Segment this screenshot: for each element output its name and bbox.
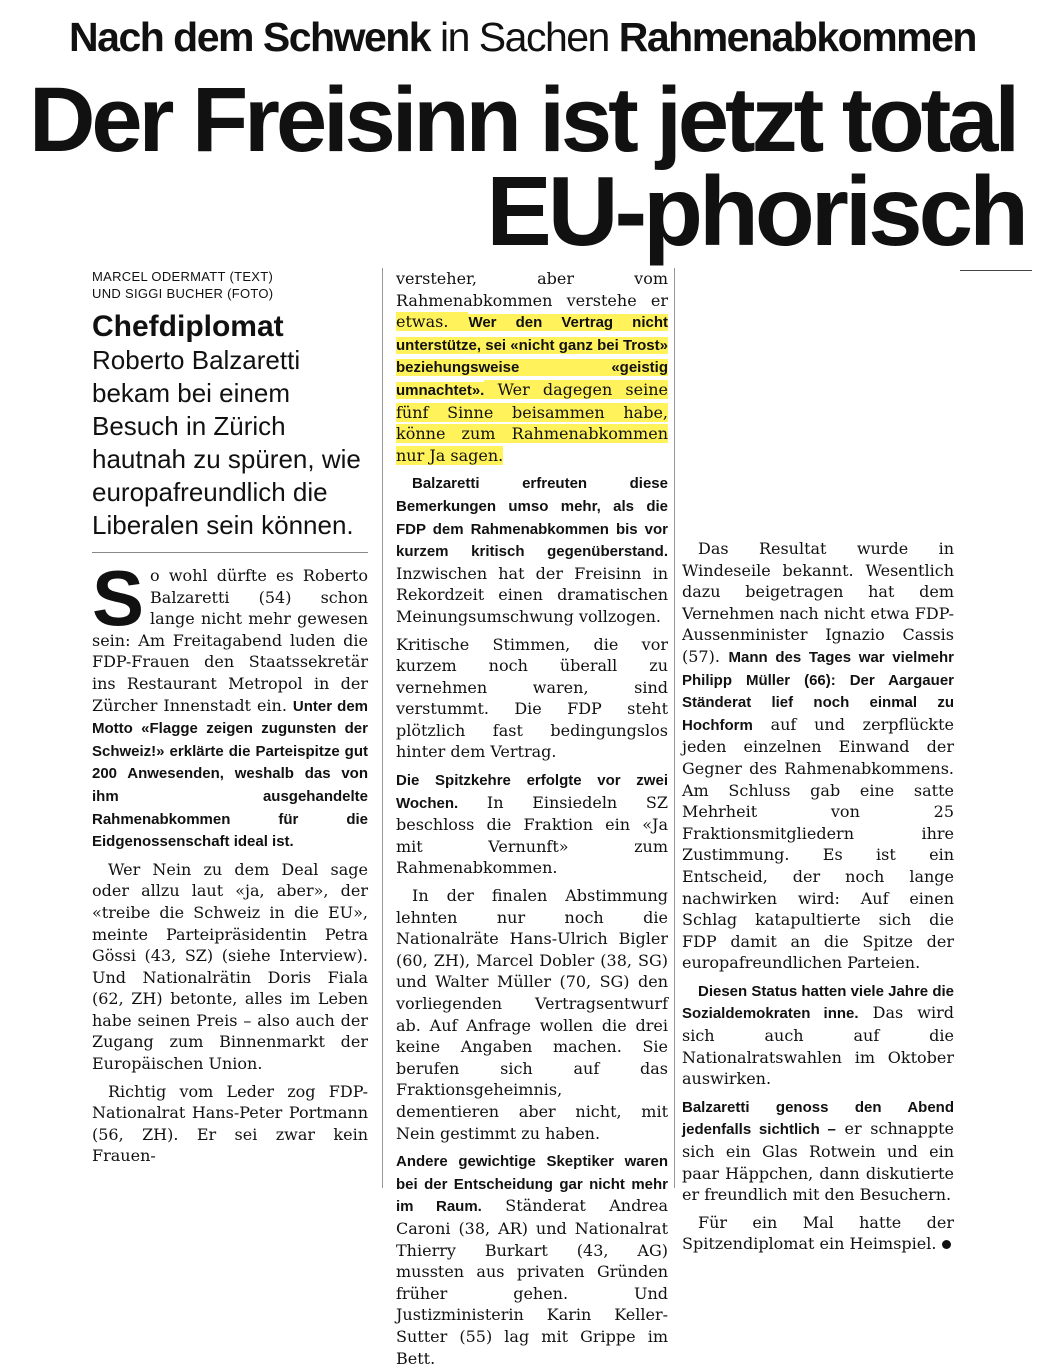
end-mark-icon	[942, 1240, 951, 1249]
highlight-quote: Wer den Vertrag nicht unterstütze, sei «nicht ganz bei Trost» beziehungsweise «geistig umnachtet».	[396, 314, 669, 399]
paragraph-7	[396, 769, 668, 879]
paragraph-5	[396, 472, 668, 627]
top-rule	[960, 270, 1032, 271]
kicker-part2: in Sachen	[430, 14, 619, 60]
paragraph-12-bold: Balzaretti genoss den Abend jedenfalls sichtlich –	[682, 1098, 954, 1139]
lead-heading: Chefdiplomat	[92, 310, 284, 343]
paragraph-1-bold: Unter dem Motto «Flagge zeigen zugunsten der Schweiz!» erklärte die Parteispitze gut 200 Anwesenden, weshalb das von ihm ausgehandelte Rahmenabkommen für die Eidgenossenschaft ideal ist.	[92, 697, 368, 851]
paragraph-10-bold: Mann des Tages war vielmehr Philipp Müller (66): Der Aargauer Ständerat lief noch einmal zu Hochform	[682, 648, 955, 734]
paragraph-2: Wer Nein zu dem Deal sage oder allzu laut «ja, aber», der «treibe die Schweiz in die EU», meinte Parteipräsidentin Petra Gössi (43, SZ) (siehe Interview). Und Nationalrätin Doris Fiala (62, ZH) betonte, alles im Leben habe seinen Preis – also auch der Zugang zum Binnenmarkt der Europäischen Union.	[92, 859, 368, 1074]
byline-line1: MARCEL ODERMATT (TEXT)	[92, 269, 274, 284]
paragraph-7-bold: Die Spitzkehre erfolgte vor zwei Wochen.	[396, 772, 668, 812]
column-divider-2	[674, 268, 675, 1188]
paragraph-12	[682, 1096, 954, 1206]
paragraph-10-text: Das Resultat wurde in Windeseile bekannt. Wesentlich dazu beigetragen hat dem Vernehmen nach nicht etwa FDP-Aussenminister Ignazio Cassis (57).	[682, 539, 954, 666]
lead-divider	[92, 552, 368, 553]
paragraph-7-text: In Einsiedeln SZ beschloss die Fraktion ein «Ja mit Vernunft» zum Rahmenabkommen.	[396, 792, 668, 878]
kicker-part3: Rahmenabkommen	[618, 14, 976, 60]
drop-cap: S	[92, 554, 145, 642]
paragraph-4	[396, 268, 668, 466]
paragraph-3: Richtig vom Leder zog FDP-Nationalrat Hans-Peter Portmann (56, ZH). Er sei zwar kein Frauen-	[92, 1081, 368, 1166]
paragraph-9-text: Ständerat Andrea Caroni (38, AR) und Nationalrat Thierry Burkart (43, AG) mussten aus privaten Gründen früher gehen. Und Justizministerin Karin Keller-Sutter (55) lag mit Grippe im Bett.	[396, 1196, 668, 1368]
paragraph-11-bold: Diesen Status hatten viele Jahre die Sozialdemokraten inne.	[682, 982, 954, 1023]
paragraph-5-bold: Balzaretti erfreuten diese Bemerkungen umso mehr, als die FDP dem Rahmenabkommen bis vor kurzem kritisch gegenüberstand.	[396, 475, 668, 561]
paragraph-13	[682, 1212, 954, 1255]
paragraph-9-bold: Andere gewichtige Skeptiker waren bei der Entscheidung gar nicht mehr im Raum.	[396, 1153, 668, 1216]
paragraph-1	[92, 554, 368, 853]
paragraph-9	[396, 1150, 668, 1369]
paragraph-8: In der finalen Abstimmung lehnten nur noch die Nationalräte Hans-Ulrich Bigler (60, ZH), Marcel Dobler (38, SG) und Walter Müller (70, SG) den vorliegenden Vertragsentwurf ab. Auf Anfrage wollen die drei keine Angaben machen. Sie berufen sich auf das Fraktionsgeheimnis, dementieren aber nicht, mit Nein gestimmt zu haben.	[396, 886, 668, 1143]
kicker	[0, 14, 1045, 61]
paragraph-13-text: Für ein Mal hatte der Spitzendiplomat ein Heimspiel.	[682, 1212, 954, 1254]
paragraph-12-text: er schnappte sich ein Glas Rotwein und ein paar Häppchen, dann diskutierte er freundlich mit den Besuchern.	[682, 1119, 954, 1205]
highlight-2: Wer dagegen seine fünf Sinne beisammen habe, könne zum Rahmenabkommen nur Ja sagen.	[396, 379, 668, 465]
kicker-part1: Nach dem Schwenk	[69, 14, 431, 60]
lead-text: Roberto Balzaretti bekam bei einem Besuch in Zürich hautnah zu spüren, wie europafreundlich die Liberalen sein können.	[92, 345, 361, 540]
paragraph-11	[682, 980, 954, 1090]
byline-line2: UND SIGGI BUCHER (FOTO)	[92, 286, 274, 301]
column-2	[396, 268, 668, 1369]
paragraph-11-text: Das wird sich auch auf die Nationalratswahlen im Oktober auswirken.	[682, 1003, 954, 1089]
highlight-1: etwas.	[396, 312, 469, 332]
paragraph-6: Kritische Stimmen, die vor kurzem noch überall zu vernehmen waren, sind verstummt. Die FDP steht plötzlich fast bedingungslos hinter dem Vertrag.	[396, 634, 668, 762]
column-1	[92, 268, 368, 1167]
paragraph-4-text: versteher, aber vom Rahmenabkommen verstehe er	[396, 269, 668, 310]
paragraph-10	[682, 538, 954, 974]
paragraph-1-text: o wohl dürfte es Roberto Balzaretti (54) schon lange nicht mehr gewesen sein: Am Freitagabend luden die FDP-Frauen den Staatssekretär ins Restaurant Metropol in der Zürcher Innenstadt ein.	[92, 566, 368, 715]
paragraph-10-text2: auf und zerpflückte jeden einzelnen Einwand der Gegner des Rahmenabkommens. Am Schluss gab eine satte Mehrheit von 25 Fraktionsmitgliedern ihre Zustimmung. Es ist ein Entscheid, der noch lange nachwirken wird: Auf einen Schlag katapultierte sich die FDP damit an die Spitze der europafreundlichen Parteien.	[682, 714, 954, 973]
byline	[92, 268, 368, 302]
column-divider-1	[382, 268, 383, 1188]
headline-line1: Der Freisinn ist jetzt total	[28, 69, 1017, 171]
paragraph-5-text: Inzwischen hat der Freisinn in Rekordzeit einen dramatischen Meinungsumschwung vollzogen.	[396, 563, 668, 626]
column-3	[682, 538, 954, 1255]
headline-line2: EU-phorisch	[486, 156, 1025, 266]
